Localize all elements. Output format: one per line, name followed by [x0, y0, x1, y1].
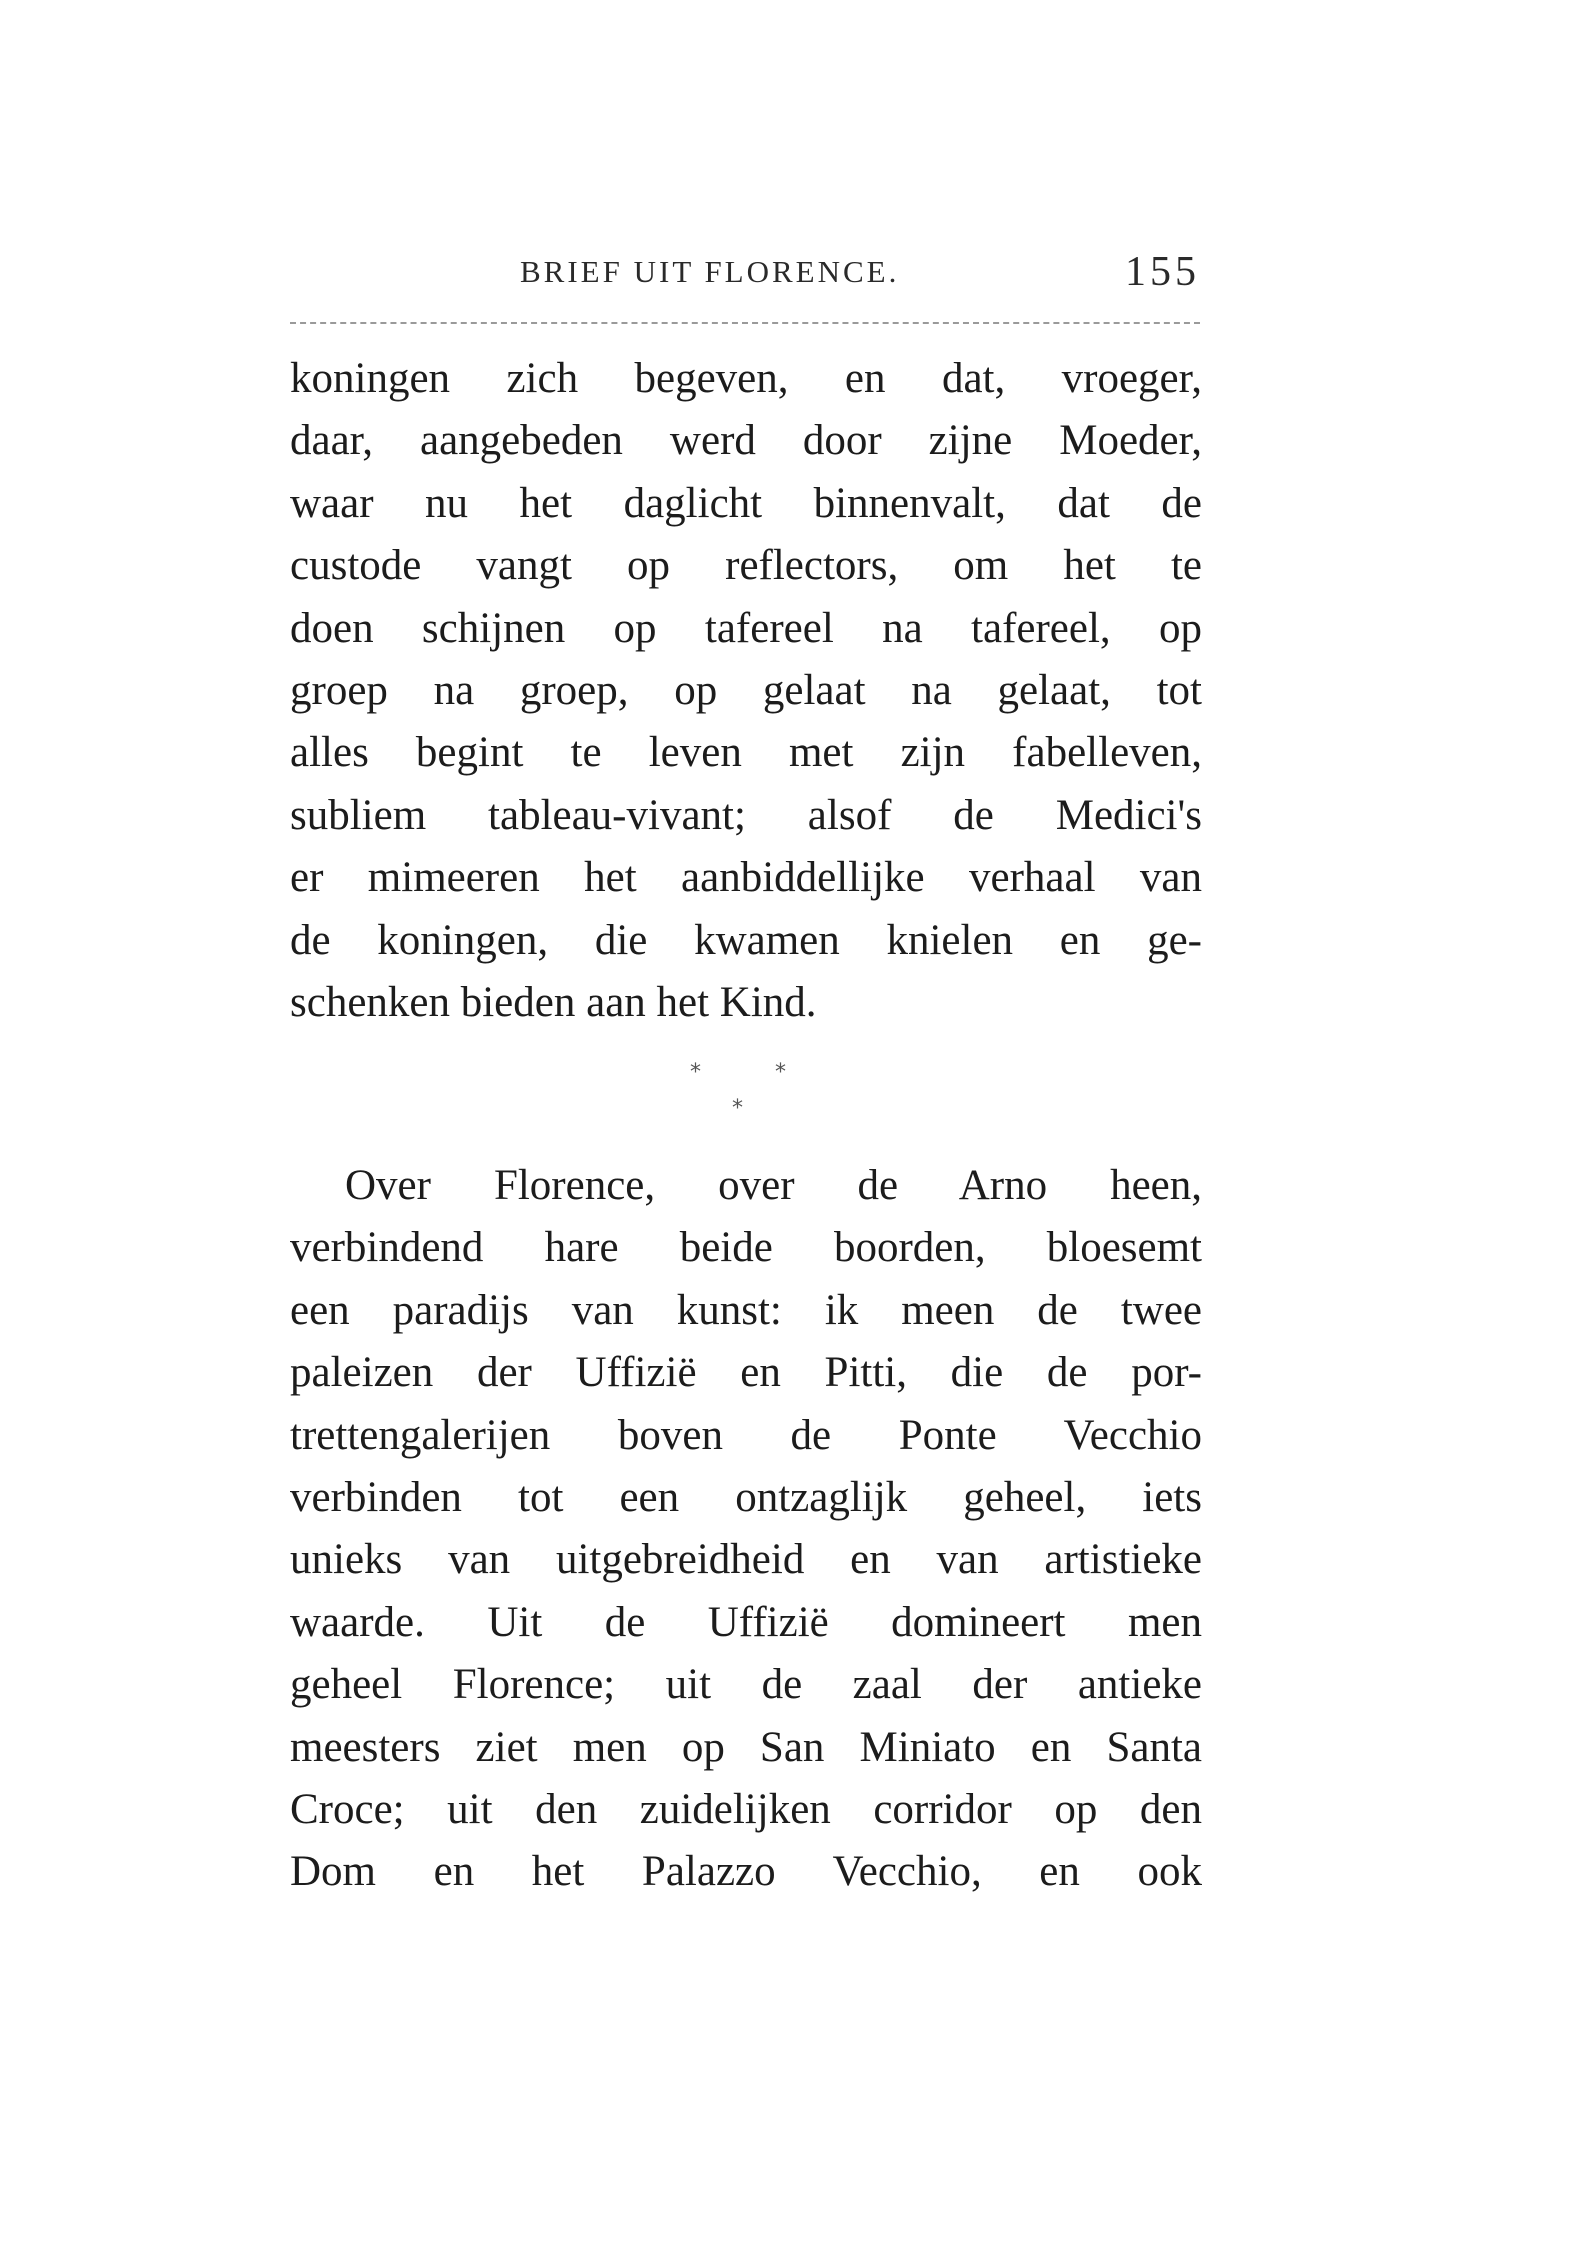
text-line: er mimeeren het aanbiddellijke verhaal van	[290, 854, 1202, 902]
text-line: paleizen der Uffizië en Pitti, die de por-	[290, 1349, 1202, 1397]
text-line: waarde. Uit de Uffizië domineert men	[290, 1598, 1202, 1646]
page-number: 155	[1125, 249, 1200, 295]
text-line: doen schijnen op tafereel na tafereel, op	[290, 604, 1202, 652]
header-rule	[290, 322, 1200, 324]
asterisk-glyph: *	[775, 1060, 786, 1085]
text-line: Over Florence, over de Arno heen,	[345, 1162, 1202, 1209]
running-head	[290, 248, 1200, 308]
text-line: groep na groep, op gelaat na gelaat, tot	[290, 666, 1202, 714]
text-line: meesters ziet men op San Miniato en Santa	[290, 1723, 1202, 1771]
text-line: custode vangt op reflectors, om het te	[290, 542, 1202, 590]
text-line: verbinden tot een ontzaglijk geheel, iets	[290, 1473, 1202, 1521]
text-line: geheel Florence; uit de zaal der antieke	[290, 1661, 1202, 1709]
text-line: koningen zich begeven, en dat, vroeger,	[290, 355, 1202, 402]
asterisk-glyph: *	[732, 1096, 743, 1121]
text-line: daar, aangebeden werd door zijne Moeder,	[290, 417, 1202, 465]
text-line: de koningen, die kwamen knielen en ge-	[290, 916, 1202, 964]
text-line: schenken bieden aan het Kind.	[290, 978, 817, 1026]
text-line: Dom en het Palazzo Vecchio, en ook	[290, 1848, 1202, 1896]
text-line: alles begint te leven met zijn fabelleven,	[290, 729, 1202, 777]
text-line: subliem tableau-vivant; alsof de Medici's	[290, 791, 1202, 839]
paragraph-2	[290, 1155, 1202, 1904]
asterisk-glyph: *	[690, 1060, 701, 1085]
text-line: verbindend hare beide boorden, bloesemt	[290, 1224, 1202, 1272]
text-line: waar nu het daglicht binnenvalt, dat de	[290, 479, 1202, 527]
text-line: trettengalerijen boven de Ponte Vecchio	[290, 1411, 1202, 1459]
text-line: een paradijs van kunst: ik meen de twee	[290, 1286, 1202, 1334]
text-line: unieks van uitgebreidheid en van artistieke	[290, 1536, 1202, 1584]
running-title: BRIEF UIT FLORENCE.	[520, 254, 900, 289]
paragraph-1	[290, 348, 1202, 1034]
section-separator	[680, 1060, 810, 1130]
text-line: Croce; uit den zuidelijken corridor op den	[290, 1785, 1202, 1833]
